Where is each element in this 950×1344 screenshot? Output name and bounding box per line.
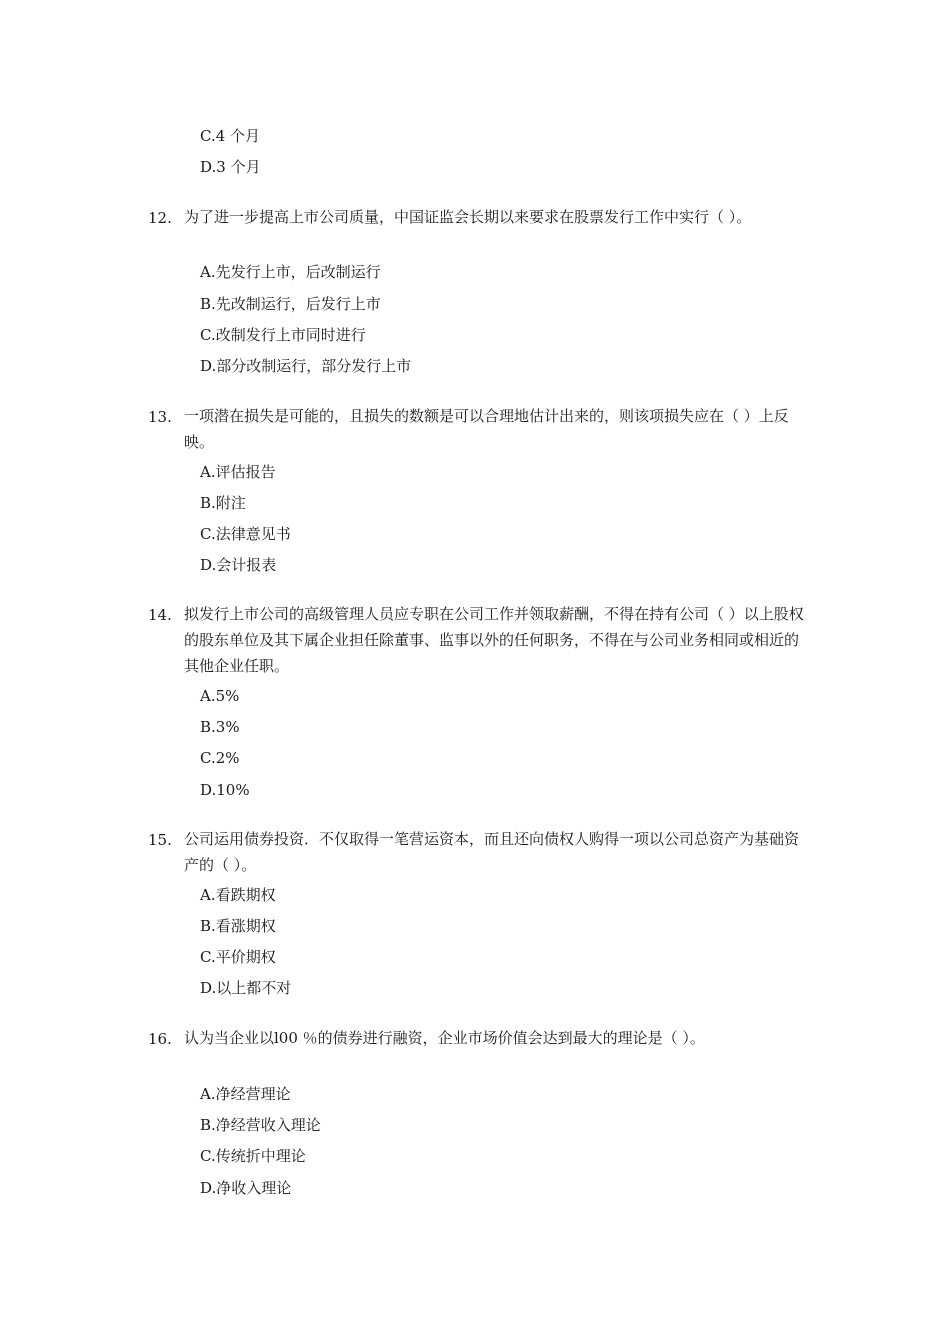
question-16-option-c: C.传统折中理论 [200, 1147, 306, 1165]
option-c-prev: C.4 个月 [200, 127, 261, 145]
question-13-option-b: B.附注 [200, 494, 246, 512]
question-13-option-d: D.会计报表 [200, 556, 277, 574]
question-16-option-a: A.净经营理论 [200, 1085, 291, 1103]
question-13-option-c: C.法律意见书 [200, 525, 291, 543]
question-12-number: 12. [148, 209, 172, 227]
question-12-text: 为了进一步提高上市公司质量，中国证监会长期以来要求在股票发行工作中实行（ ）。 [184, 208, 752, 226]
question-15-option-c: C.平价期权 [200, 948, 276, 966]
question-16-option-d: D.净收入理论 [200, 1179, 292, 1197]
question-12-option-b: B.先改制运行，后发行上市 [200, 295, 381, 313]
question-15-number: 15. [148, 831, 172, 849]
question-15-option-a: A.看跌期权 [200, 886, 276, 904]
question-14-option-d: D.10% [200, 781, 250, 799]
question-12-option-d: D.部分改制运行，部分发行上市 [200, 357, 412, 375]
question-16-option-b: B.净经营收入理论 [200, 1116, 321, 1134]
option-d-prev: D.3 个月 [200, 158, 261, 176]
question-14-option-a: A.5% [200, 687, 240, 705]
question-16-number: 16. [148, 1030, 172, 1048]
question-15-option-d: D.以上都不对 [200, 979, 292, 997]
question-14-option-b: B.3% [200, 718, 240, 736]
question-13-text: 一项潜在损失是可能的，且损失的数额是可以合理地估计出来的，则该项损失应在（ ）上反映。 [184, 407, 789, 451]
question-13-option-a: A.评估报告 [200, 463, 276, 481]
question-13-number: 13. [148, 408, 172, 426]
question-16-text: 认为当企业以l00 ％的债券进行融资，企业市场价值会达到最大的理论是（ ）。 [184, 1029, 705, 1047]
question-15-text: 公司运用债券投资．不仅取得一笔营运资本，而且还向债权人购得一项以公司总资产为基础资产的（ ）。 [184, 830, 800, 874]
question-12-option-c: C.改制发行上市同时进行 [200, 326, 366, 344]
question-14-number: 14. [148, 606, 172, 624]
question-14-text: 拟发行上市公司的高级管理人员应专职在公司工作并领取薪酬，不得在持有公司（ ）以上股权的股东单位及其下属企业担任除董事、监事以外的任何职务，不得在与公司业务相同或相近的其他企业任职。 [184, 605, 804, 675]
question-15-option-b: B.看涨期权 [200, 917, 276, 935]
question-14-option-c: C.2% [200, 749, 240, 767]
question-12-option-a: A.先发行上市，后改制运行 [200, 263, 381, 281]
